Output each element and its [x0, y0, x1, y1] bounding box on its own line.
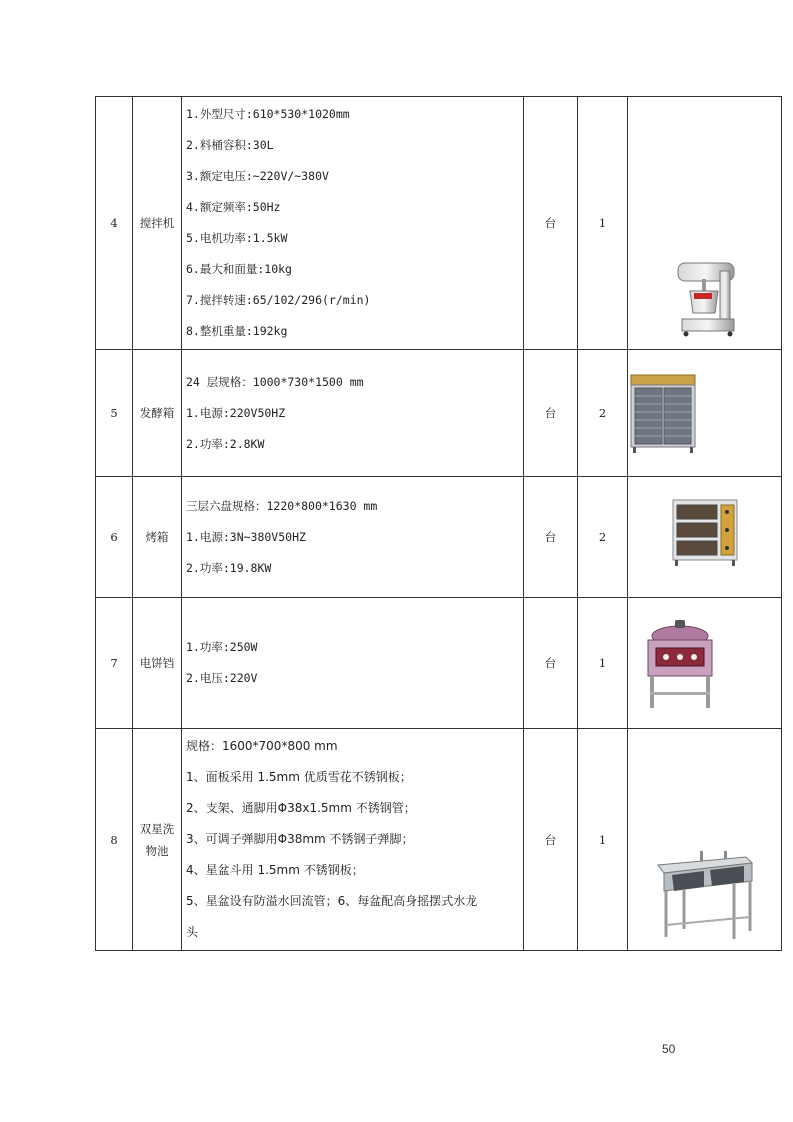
spec-line: 规格：1600*700*800 mm	[186, 739, 338, 753]
spec-line: 3.额定电压:~220V/~380V	[186, 169, 329, 183]
table-row	[96, 598, 782, 729]
table-row	[96, 477, 782, 598]
spec-line: 三层六盘规格：1220*800*1630 mm	[186, 498, 378, 513]
page-number: 50	[662, 1042, 676, 1056]
spec-line: 4.额定频率:50Hz	[186, 200, 281, 214]
spec-line: 1、面板采用 1.5mm 优质雪花不锈钢板；	[186, 770, 412, 784]
spec-line: 1.功率:250W	[186, 640, 258, 654]
electric-griddle-image	[642, 618, 718, 710]
item-name: 发酵箱	[133, 350, 182, 477]
spec-line: 7.搅拌转速:65/102/296(r/min)	[186, 293, 371, 307]
item-quantity: 2	[578, 350, 628, 477]
spec-line: 2.电压:220V	[186, 671, 258, 685]
item-specs	[182, 598, 524, 729]
equipment-table	[95, 96, 782, 951]
item-image-cell	[628, 729, 782, 951]
spec-line: 24 层规格：1000*730*1500 mm	[186, 374, 364, 389]
item-number: 6	[96, 477, 133, 598]
item-name: 搅拌机	[133, 97, 182, 350]
item-quantity: 2	[578, 477, 628, 598]
item-unit: 台	[524, 477, 578, 598]
item-number: 4	[96, 97, 133, 350]
item-name-line: 物池	[145, 843, 169, 858]
spec-line: 6.最大和面量:10kg	[186, 262, 292, 276]
item-quantity: 1	[578, 97, 628, 350]
item-quantity: 1	[578, 598, 628, 729]
double-sink-image	[654, 851, 754, 941]
spec-line: 2.功率:2.8KW	[186, 436, 265, 451]
spec-line: 2、支架、通脚用Φ38x1.5mm 不锈钢管；	[186, 801, 416, 815]
spec-line: 1.电源:3N~380V50HZ	[186, 529, 306, 544]
table-row	[96, 729, 782, 951]
spec-line: 8.整机重量:192kg	[186, 324, 288, 338]
item-number: 7	[96, 598, 133, 729]
item-unit: 台	[524, 97, 578, 350]
spec-line: 头	[186, 925, 199, 939]
item-quantity: 1	[578, 729, 628, 951]
item-image-cell	[628, 97, 782, 350]
spec-line: 1.外型尺寸:610*530*1020mm	[186, 107, 350, 121]
spec-line: 2.料桶容积:30L	[186, 138, 274, 152]
spec-line: 1.电源:220V50HZ	[186, 405, 286, 420]
spec-line: 5.电机功率:1.5kW	[186, 231, 288, 245]
item-specs	[182, 477, 524, 598]
item-specs	[182, 97, 524, 350]
item-name-line: 双星洗	[139, 821, 175, 836]
deck-oven-image	[672, 499, 738, 567]
spec-line: 3、可调子弹脚用Φ38mm 不锈钢子弹脚；	[186, 832, 414, 846]
item-specs	[182, 350, 524, 477]
item-image-cell	[628, 598, 782, 729]
spec-line: 5、星盆设有防溢水回流管；6、每盆配高身摇摆式水龙	[186, 894, 478, 908]
item-unit: 台	[524, 350, 578, 477]
table-row	[96, 97, 782, 350]
item-unit: 台	[524, 729, 578, 951]
item-name: 烤箱	[133, 477, 182, 598]
item-name	[133, 729, 182, 951]
item-number: 5	[96, 350, 133, 477]
spec-line: 4、星盆斗用 1.5mm 不锈钢板；	[186, 863, 364, 877]
item-specs	[182, 729, 524, 951]
item-unit: 台	[524, 598, 578, 729]
item-number: 8	[96, 729, 133, 951]
stand-mixer-image	[668, 257, 743, 337]
item-image-cell	[628, 350, 782, 477]
proofing-cabinet-image	[630, 374, 696, 454]
spec-line: 2.功率:19.8KW	[186, 560, 272, 575]
item-image-cell	[628, 477, 782, 598]
table-row	[96, 350, 782, 477]
item-name: 电饼铛	[133, 598, 182, 729]
